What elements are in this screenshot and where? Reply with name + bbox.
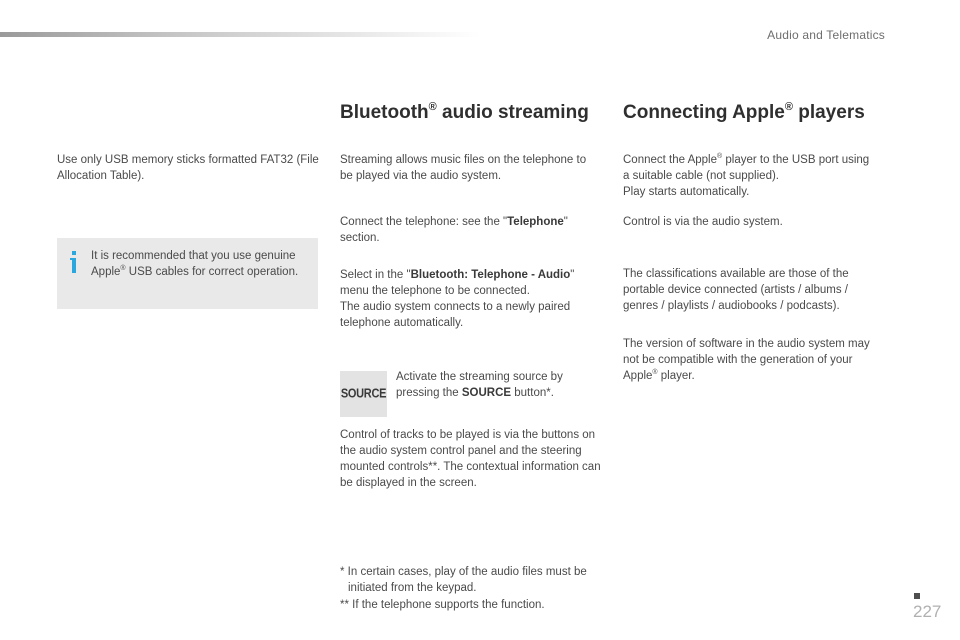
bluetooth-heading: Bluetooth® audio streaming [340, 101, 589, 123]
usb-note [57, 152, 319, 184]
info-box [57, 238, 318, 309]
connect-telephone: Connect the telephone: see the "Telephone" section. [340, 216, 568, 244]
activate-streaming: Activate the streaming source by pressing the SOURCE button*. [396, 371, 563, 399]
apple-control: Control is via the audio system. [623, 216, 783, 228]
classifications: The classifications available are those of the portable device connected (artists / albums / genres / playlists / audiobooks / podcasts). [623, 268, 849, 312]
connect-apple: Connect the Apple® player to the USB port using a suitable cable (not supplied). Play starts automatically. [623, 153, 870, 198]
track-control: Control of tracks to be played is via the buttons on the audio system control panel and the steering mounted controls**. The contextual information can be displayed in the screen. [340, 429, 601, 489]
software-compat: The version of software in the audio system may not be compatible with the generation of your Apple® player. [623, 338, 870, 382]
page-number: 227 [913, 602, 942, 621]
footnote-1: * In certain cases, play of the audio files must be initiated from the keypad. [340, 566, 587, 594]
streaming-intro: Streaming allows music files on the telephone to be played via the audio system. [340, 154, 587, 182]
select-telephone: Select in the "Bluetooth: Telephone - Audio" menu the telephone to be connected. The audio system connects to a newly paired telephone automatically. [340, 269, 575, 329]
source-button[interactable]: SOURCE [340, 371, 387, 417]
header-rule [0, 32, 480, 37]
footnote-2: ** If the telephone supports the function. [340, 599, 545, 611]
page-marker [914, 593, 920, 599]
info-box-text: It is recommended that you use genuine Apple® USB cables for correct operation. [91, 250, 299, 278]
usb-note-text: Use only USB memory sticks formatted FAT32 (File Allocation Table). [57, 154, 319, 182]
apple-heading: Connecting Apple® players [623, 101, 865, 123]
section-title: Audio and Telematics [767, 28, 885, 42]
info-icon [69, 251, 79, 273]
